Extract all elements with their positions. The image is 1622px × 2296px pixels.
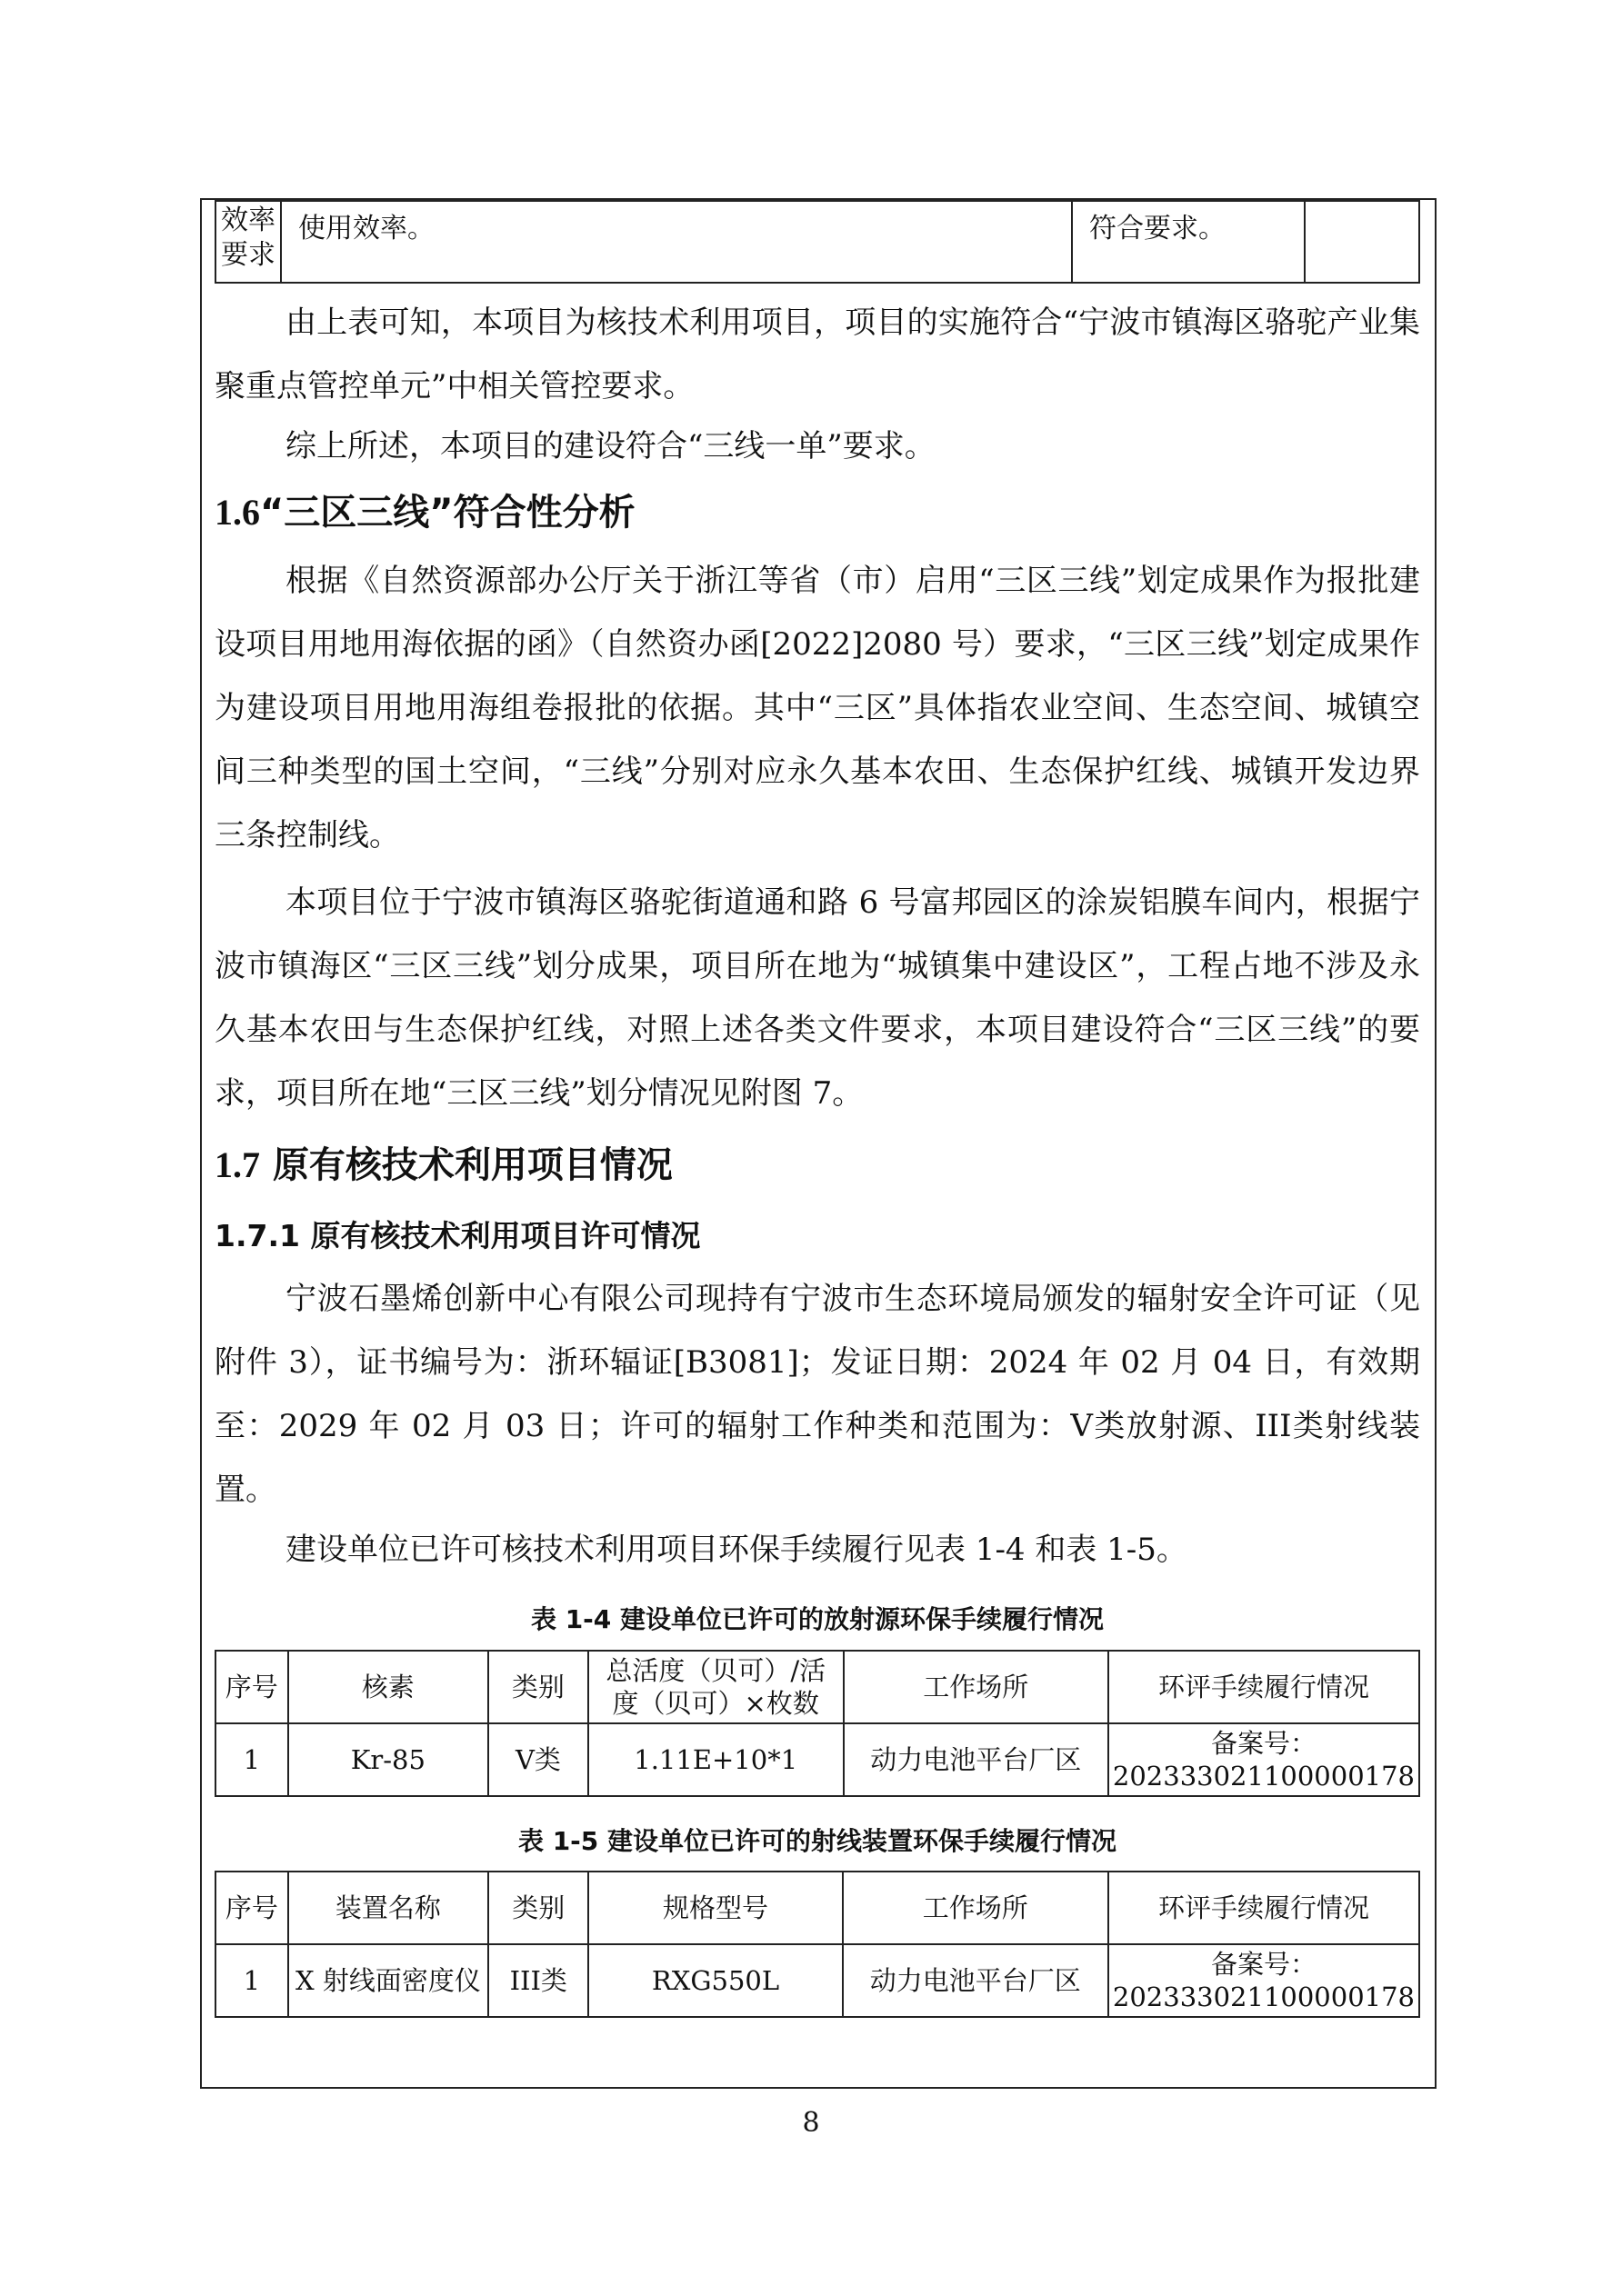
paragraph-table-reference: 建设单位已许可核技术利用项目环保手续履行见表 1-4 和表 1-5。 [285, 1532, 1187, 1568]
table-cell: RXG550L [588, 1944, 842, 2017]
table-cell: 1 [215, 1723, 288, 1796]
table-1-4 [215, 1650, 1420, 1797]
table-row [215, 1723, 1419, 1796]
table-cell: 动力电池平台厂区 [843, 1944, 1108, 2017]
section-heading-1-7 [215, 1136, 673, 1188]
header-cell: 装置名称 [288, 1872, 488, 1944]
heading-text: 原有核技术利用项目情况 [272, 1144, 673, 1186]
header-cell: 工作场所 [843, 1872, 1108, 1944]
table-1-5 [215, 1871, 1420, 2018]
table-cell: 备案号：202333021100000178 [1108, 1944, 1419, 2017]
table-cell: 动力电池平台厂区 [844, 1723, 1108, 1796]
table-cell: X 射线面密度仪 [288, 1944, 488, 2017]
table-cell [1305, 201, 1419, 283]
table-caption-1-5: 表 1-5 建设单位已许可的射线装置环保手续履行情况 [517, 1826, 1117, 1856]
table-cell: 使用效率。 [281, 201, 1072, 283]
header-cell: 工作场所 [844, 1651, 1108, 1723]
table-caption-1-4: 表 1-4 建设单位已许可的放射源环保手续履行情况 [530, 1604, 1105, 1634]
table-cell: 1 [215, 1944, 288, 2017]
table-cell: 符合要求。 [1072, 201, 1305, 283]
section-heading-1-7-1 [215, 1213, 700, 1255]
heading-text: 原有核技术利用项目许可情况 [310, 1218, 701, 1253]
header-cell: 规格型号 [588, 1872, 842, 1944]
header-cell: 类别 [488, 1651, 588, 1723]
table-cell: 效率要求 [215, 201, 281, 283]
section-heading-1-6 [215, 484, 636, 535]
table-header-row [215, 1872, 1419, 1944]
paragraph-summary: 综上所述，本项目的建设符合“三线一单”要求。 [285, 428, 936, 464]
header-cell: 环评手续履行情况 [1108, 1651, 1419, 1723]
header-cell: 序号 [215, 1651, 288, 1723]
table-cell: 备案号：202333021100000178 [1108, 1723, 1419, 1796]
header-cell: 序号 [215, 1872, 288, 1944]
paragraph-conclusion: 由上表可知，本项目为核技术利用项目，项目的实施符合“宁波市镇海区骆驼产业集聚重点管控单元”中相关管控要求。 [215, 304, 1420, 404]
table-cell: V类 [488, 1723, 588, 1796]
header-cell: 核素 [288, 1651, 488, 1723]
heading-number: 1.7 [215, 1144, 260, 1185]
table-cell: Kr-85 [288, 1723, 488, 1796]
top-table [215, 200, 1420, 284]
paragraph-project-location: 本项目位于宁波市镇海区骆驼街道通和路 6 号富邦园区的涂炭铝膜车间内，根据宁波市镇海区“三区三线”划分成果，项目所在地为“城镇集中建设区”，工程占地不涉及永久基本农田与生态保护红线，对照上述各类文件要求，本项目建设符合“三区三线”的要求，项目所在地“三区三线”划分情况见附图 7。 [215, 884, 1420, 1112]
page-number: 8 [802, 2107, 820, 2139]
heading-number: 1.7.1 [215, 1218, 300, 1253]
header-cell: 类别 [488, 1872, 588, 1944]
table-cell: III类 [488, 1944, 588, 2017]
table-cell: 1.11E+10*1 [588, 1723, 844, 1796]
header-cell: 环评手续履行情况 [1108, 1872, 1419, 1944]
heading-text: “三区三线”符合性分析 [260, 492, 636, 534]
table-row [215, 1944, 1419, 2017]
table-row [215, 201, 1419, 283]
header-cell: 总活度（贝可）/活度（贝可）×枚数 [588, 1651, 844, 1723]
heading-number: 1.6 [215, 492, 260, 533]
table-header-row [215, 1651, 1419, 1723]
paragraph-three-zones: 根据《自然资源部办公厅关于浙江等省（市）启用“三区三线”划定成果作为报批建设项目用地用海依据的函》（自然资办函[2022]2080 号）要求，“三区三线”划定成果作为建设项目用地用海组卷报批的依据。其中“三区”具体指农业空间、生态空间、城镇空间三种类型的国土空间，“三线”分别对应永久基本农田、生态保护红线、城镇开发边界三条控制线。 [215, 563, 1420, 854]
paragraph-license: 宁波石墨烯创新中心有限公司现持有宁波市生态环境局颁发的辐射安全许可证（见附件 3），证书编号为：浙环辐证[B3081]；发证日期：2024 年 02 月 04 日，有效期至：2029 年 02 月 03 日；许可的辐射工作种类和范围为：V类放射源、III类射线装置。 [215, 1281, 1420, 1508]
